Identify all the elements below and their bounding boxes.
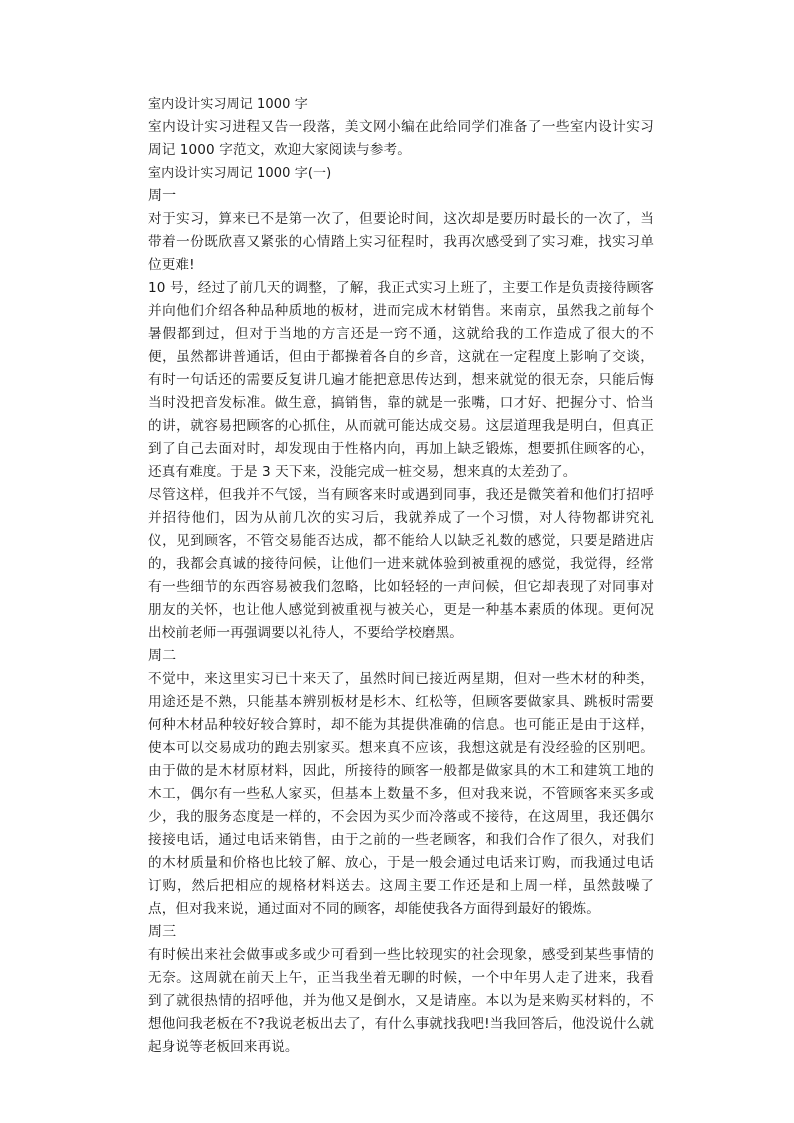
document-title: 室内设计实习周记 1000 字 [148,97,308,112]
tuesday-paragraph-1: 不觉中，来这里实习已十来天了，虽然时间已接近两星期，但对一些木材的种类，用途还是不熟，只能基本辨别板材是杉木、红松等，但顾客要做家具、跳板时需要何种木材品种较好较合算时，却不能为其提供准确的信息。也可能正是由于这样，使本可以交易成功的跑去别家买。想来真不应该，我想这就是有没经验的区别吧。由于做的是木材原材料，因此，所接待的顾客一般都是做家具的木工和建筑工地的木工，偶尔有一些私人家买，但基本上数量不多，但对我来说，不管顾客来买多或少，我的服务态度是一样的，不会因为买少而冷落或不接待，在这周里，我还偶尔接接电话，通过电话来销售，由于之前的一些老顾客，和我们合作了很久，对我们的木材质量和价格也比较了解、放心，于是一般会通过电话来订购，而我通过电话订购，然后把相应的规格材料送去。这周主要工作还是和上周一样，虽然鼓噪了点，但对我来说，通过面对不同的顾客，却能使我各方面得到最好的锻炼。 [148,671,654,917]
document-body [148,93,654,1059]
article-subtitle: 室内设计实习周记 1000 字(一) [148,166,332,181]
wednesday-paragraph-1: 有时候出来社会做事或多或少可看到一些比较现实的社会现象，感受到某些事情的无奈。这周就在前天上午，正当我坐着无聊的时候，一个中年男人走了进来，我看到了就很热情的招呼他，并为他又是倒水，又是请座。本以为是来购买材料的，不想他问我老板在不?我说老板出去了，有什么事就找我吧!当我回答后，他没说什么就起身说等老板回来再说。 [148,947,654,1055]
monday-paragraph-1: 对于实习，算来已不是第一次了，但要论时间，这次却是要历时最长的一次了，当带着一份既欣喜又紧张的心情踏上实习征程时，我再次感受到了实习难，找实习单位更难! [148,211,654,273]
section-heading-wednesday: 周三 [148,924,177,940]
monday-paragraph-2: 10 号，经过了前几天的调整，了解，我正式实习上班了，主要工作是负责接待顾客并向他们介绍各种品种质地的板材，进而完成木材销售。来南京，虽然我之前每个暑假都到过，但对于当地的方言还是一窍不通，这就给我的工作造成了很大的不便，虽然都讲普通话，但由于都操着各自的乡音，这就在一定程度上影响了交谈，有时一句话还的需要反复讲几遍才能把意思传达到，想来就觉的很无奈，只能后悔当时没把音发标准。做生意，搞销售，靠的就是一张嘴，口才好、把握分寸、恰当的讲，就容易把顾客的心抓住，从而就可能达成交易。这层道理我是明白，但真正到了自己去面对时，却发现由于性格内向，再加上缺乏锻炼，想要抓住顾客的心，还真有难度。于是 3 天下来，没能完成一桩交易，想来真的太差劲了。 [148,280,654,480]
section-heading-tuesday: 周二 [148,648,177,664]
intro-paragraph: 室内设计实习进程又告一段落，美文网小编在此给同学们准备了一些室内设计实习周记 1000 字范文，欢迎大家阅读与参考。 [148,119,654,158]
section-heading-monday: 周一 [148,188,177,204]
monday-paragraph-3: 尽管这样，但我并不气馁，当有顾客来时或遇到同事，我还是微笑着和他们打招呼并招待他们，因为从前几次的实习后，我就养成了一个习惯，对人待物都讲究礼仪，见到顾客，不管交易能否达成，都不能给人以缺乏礼数的感觉，只要是踏进店的，我都会真诚的接待问候，让他们一进来就体验到被重视的感觉，我觉得，经常有一些细节的东西容易被我们忽略，比如轻轻的一声问候，但它却表现了对同事对朋友的关怀，也让他人感觉到被重视与被关心，更是一种基本素质的体现。更何况出校前老师一再强调要以礼待人，不要给学校磨黑。 [148,487,654,641]
